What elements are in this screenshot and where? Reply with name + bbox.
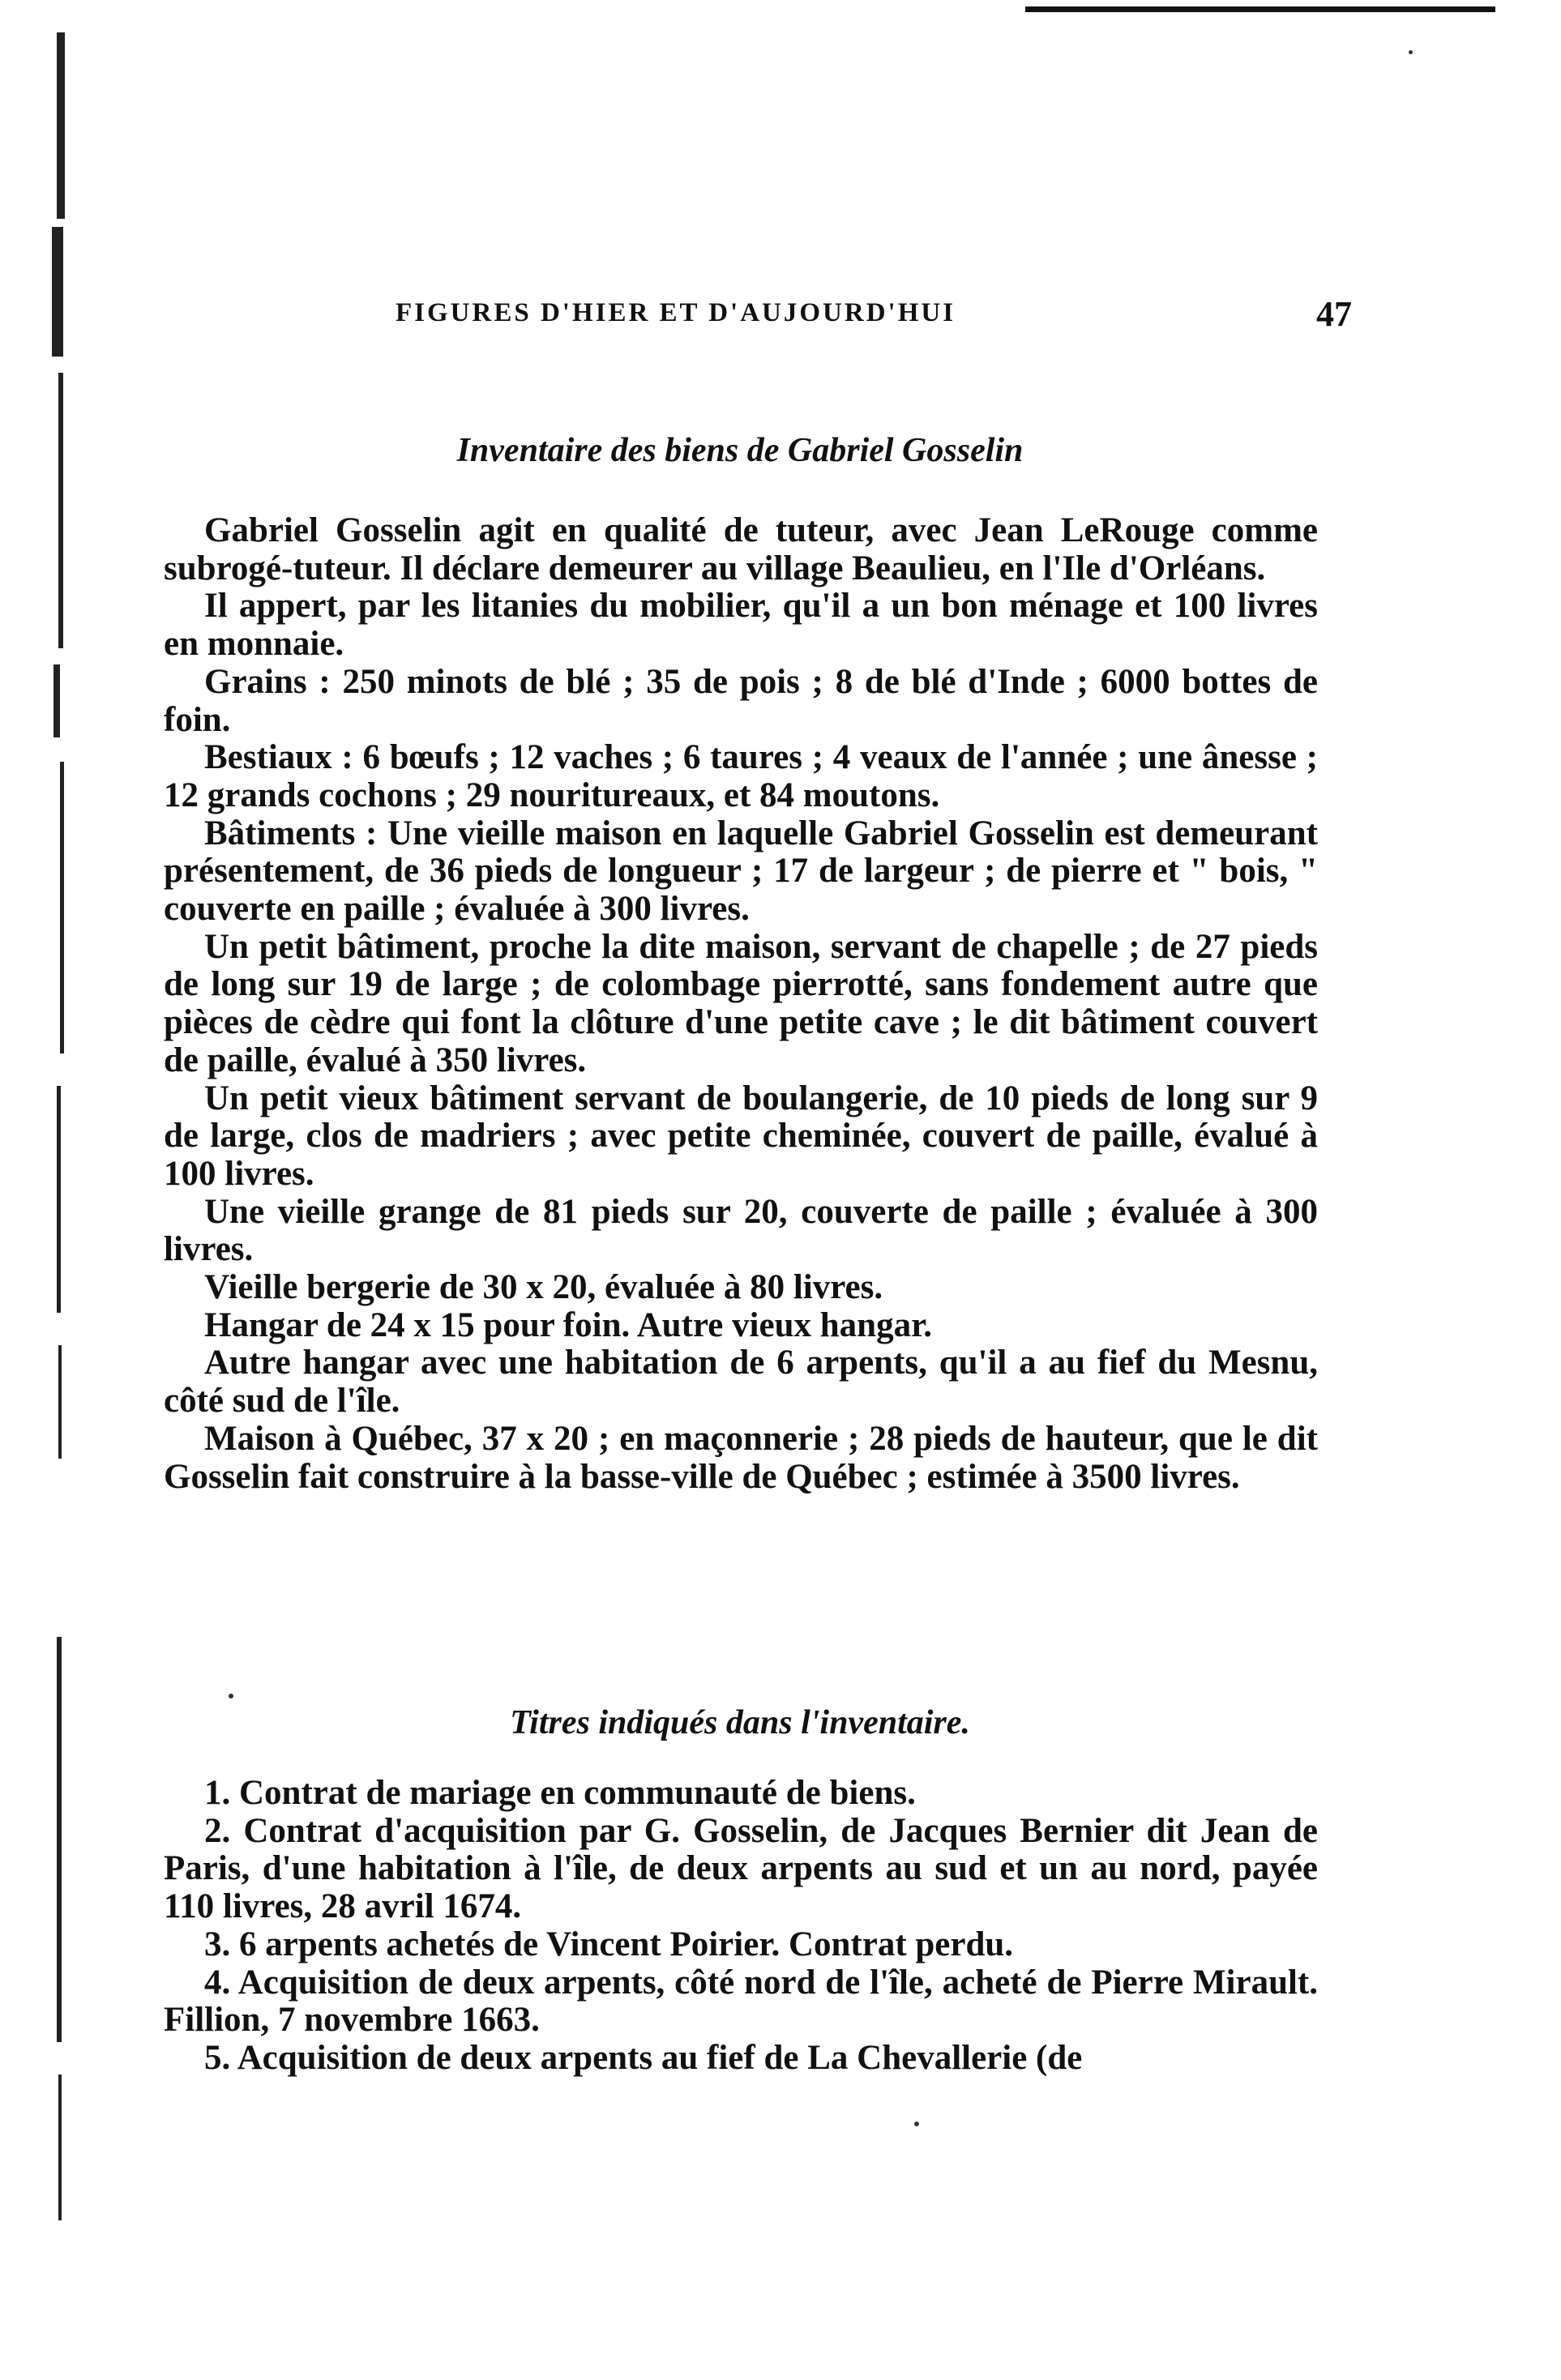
list-item: 2. Contrat d'acquisition par G. Gosselin, de Jacques Bernier dit Jean de Paris, d'une habitation à l'île, de deux arpents au sud et un au nord, payée 110 livres, 28 avril 1674. bbox=[164, 1811, 1318, 1926]
section-title-titles: Titres indiqués dans l'inventaire. bbox=[510, 1704, 970, 1741]
paragraph: Un petit vieux bâtiment servant de boulangerie, de 10 pieds de long sur 9 de large, clos de madriers ; avec petite cheminée, couvert de paille, évalué à 100 livres. bbox=[164, 1079, 1318, 1193]
paragraph: Bestiaux : 6 bœufs ; 12 vaches ; 6 taures ; 4 veaux de l'année ; une ânesse ; 12 grands cochons ; 29 nouritureaux, et 84 moutons. bbox=[164, 738, 1318, 814]
paragraph: Grains : 250 minots de blé ; 35 de pois ; 8 de blé d'Inde ; 6000 bottes de foin. bbox=[164, 662, 1318, 739]
paragraph: Gabriel Gosselin agit en qualité de tuteur, avec Jean LeRouge comme subrogé-tuteur. Il déclare demeurer au village Beaulieu, en l'Ile d'Orléans. bbox=[164, 511, 1318, 588]
top-rule bbox=[1025, 6, 1495, 12]
paragraph: Bâtiments : Une vieille maison en laquelle Gabriel Gosselin est demeurant présentement, de 36 pieds de longueur ; 17 de largeur ; de pierre et " bois, " couverte en paille ; évaluée à 300 livres. bbox=[164, 814, 1318, 929]
paragraph: Vieille bergerie de 30 x 20, évaluée à 80 livres. bbox=[204, 1268, 883, 1307]
paragraph: Maison à Québec, 37 x 20 ; en maçonnerie ; 28 pieds de hauteur, que le dit Gosselin fait construire à la basse-ville de Québec ; estimée à 3500 livres. bbox=[164, 1419, 1318, 1496]
titles-list bbox=[164, 1775, 1318, 2078]
inventory-body bbox=[164, 512, 1318, 1496]
binding-edge bbox=[49, 32, 76, 2237]
page-number: 47 bbox=[1316, 294, 1352, 334]
paragraph: Une vieille grange de 81 pieds sur 20, couverte de paille ; évaluée à 300 livres. bbox=[164, 1192, 1318, 1269]
list-item: 1. Contrat de mariage en communauté de biens. bbox=[204, 1774, 916, 1812]
section-title-inventory: Inventaire des biens de Gabriel Gosselin bbox=[456, 432, 1024, 469]
paragraph: Autre hangar avec une habitation de 6 arpents, qu'il a au fief du Mesnu, côté sud de l'île. bbox=[164, 1344, 1318, 1421]
speck bbox=[229, 1694, 233, 1698]
paragraph: Un petit bâtiment, proche la dite maison, servant de chapelle ; de 27 pieds de long sur 19 de large ; de colombage pierrotté, sans fondement autre que pièces de cèdre qui font la clôture d'une petite cave ; le dit bâtiment couvert de paille, évalué à 350 livres. bbox=[164, 927, 1318, 1079]
speck bbox=[1409, 50, 1413, 54]
running-title: FIGURES D'HIER ET D'AUJOURD'HUI bbox=[396, 298, 956, 327]
page-header bbox=[396, 294, 1352, 347]
list-item: 5. Acquisition de deux arpents au fief de La Chevallerie (de bbox=[204, 2038, 1083, 2077]
list-item: 4. Acquisition de deux arpents, côté nord de l'île, acheté de Pierre Mirault. Fillion, 7 novembre 1663. bbox=[164, 1963, 1318, 2040]
list-item: 3. 6 arpents achetés de Vincent Poirier. Contrat perdu. bbox=[204, 1925, 1014, 1963]
speck bbox=[914, 2121, 919, 2126]
paragraph: Il appert, par les litanies du mobilier, qu'il a un bon ménage et 100 livres en monnaie. bbox=[164, 587, 1318, 664]
paragraph: Hangar de 24 x 15 pour foin. Autre vieux hangar. bbox=[204, 1305, 932, 1344]
